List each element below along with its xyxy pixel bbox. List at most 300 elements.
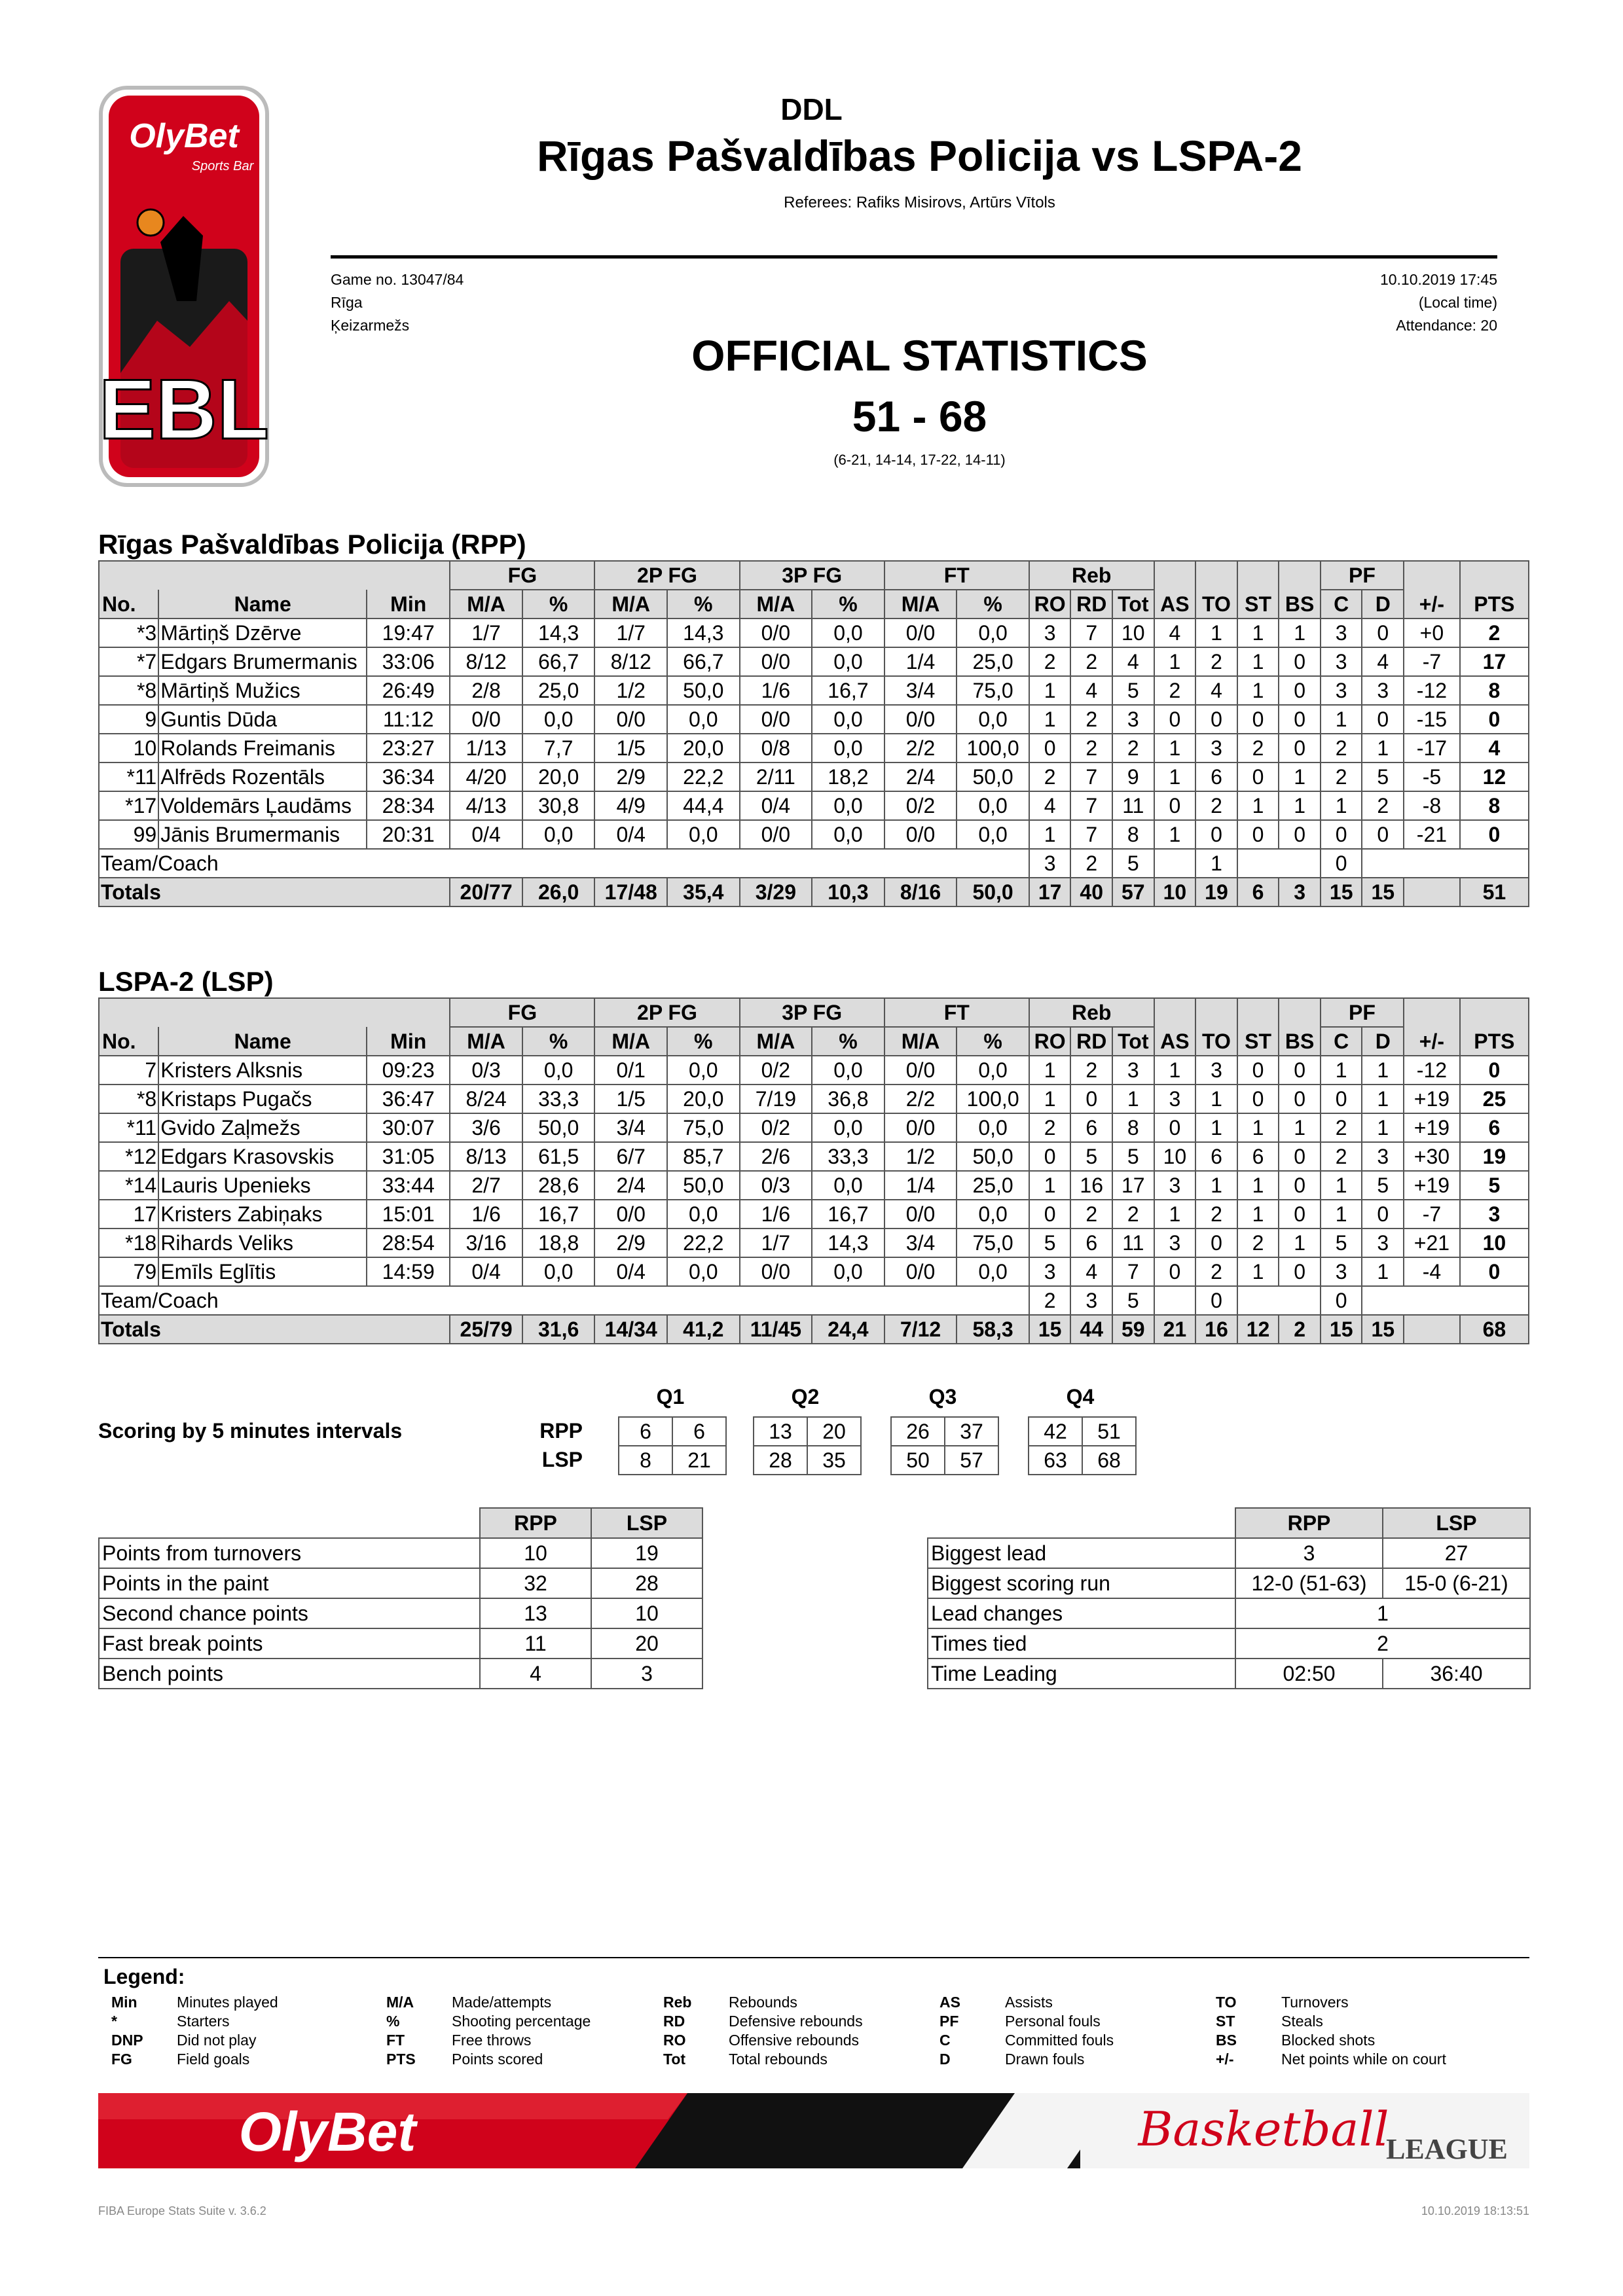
cell-2p-ma: 0/4 — [594, 820, 667, 849]
cell-min: 28:34 — [367, 791, 450, 820]
cell-ft-ma: 0/0 — [884, 705, 957, 734]
cell-min: 20:31 — [367, 820, 450, 849]
legend-desc: Free throws — [452, 2032, 532, 2049]
legend-key: AS — [939, 1994, 960, 2011]
cell-ro: 1 — [1029, 1085, 1071, 1113]
group-fg: FG — [450, 561, 594, 590]
cell-plus-minus: -21 — [1404, 820, 1460, 849]
q4-header: Q4 — [1066, 1385, 1095, 1408]
value-shared: 1 — [1235, 1598, 1530, 1628]
group-ft: FT — [884, 998, 1029, 1027]
player-row — [99, 1056, 1529, 1085]
cell-rd: 7 — [1070, 762, 1112, 791]
cell-fg-pct: 0,0 — [522, 705, 595, 734]
cell-st: 1 — [1237, 647, 1279, 676]
legend-entry — [386, 2012, 591, 2031]
team-rd: 3 — [1070, 1286, 1112, 1315]
cell-ft-pct: 75,0 — [957, 676, 1029, 705]
cell-rd: 7 — [1070, 820, 1112, 849]
cell-c: 1 — [1321, 1056, 1362, 1085]
legend-title: Legend: — [103, 1965, 185, 1988]
logo-brand: OlyBet — [129, 117, 239, 155]
cell-2p-pct: 20,0 — [667, 734, 740, 762]
cell-2p-pct: 20,0 — [667, 1085, 740, 1113]
referees: Referees: Rafiks Misirovs, Artūrs Vītols — [784, 194, 1055, 211]
row-label: Points from turnovers — [99, 1538, 480, 1568]
cell-3p-pct: 0,0 — [812, 734, 884, 762]
header-blank-bs — [1279, 561, 1321, 590]
total-pts: 68 — [1460, 1315, 1529, 1344]
interval-row-rpp — [891, 1417, 998, 1446]
cell-c: 3 — [1321, 647, 1362, 676]
cell-as: 0 — [1154, 791, 1196, 820]
final-score: 51 - 68 — [852, 392, 987, 440]
cell-fg-pct: 25,0 — [522, 676, 595, 705]
cell-d: 3 — [1362, 1142, 1404, 1171]
total-rd: 40 — [1070, 878, 1112, 906]
cell-to: 1 — [1195, 1171, 1237, 1200]
total-fg-pct: 31,6 — [522, 1315, 595, 1344]
interval-score: 57 — [945, 1446, 998, 1475]
game-time-info — [1380, 268, 1497, 337]
game-table-corner — [928, 1508, 1235, 1538]
cell-3p-ma: 0/2 — [740, 1113, 812, 1142]
total-2p-ma: 14/34 — [594, 1315, 667, 1344]
header-blank-st — [1237, 561, 1279, 590]
header-divider — [331, 255, 1497, 259]
cell-fg-ma: 0/0 — [450, 705, 522, 734]
cell-3p-ma: 0/0 — [740, 820, 812, 849]
interval-score: 35 — [807, 1446, 861, 1475]
legend-desc: Personal fouls — [1005, 2013, 1101, 2030]
cell-fg-ma: 2/8 — [450, 676, 522, 705]
team-c: 0 — [1321, 1286, 1362, 1315]
olybet-basketball-league-banner — [98, 2093, 1529, 2168]
total-ro: 15 — [1029, 1315, 1071, 1344]
cell-c: 0 — [1321, 1085, 1362, 1113]
player-row — [99, 705, 1529, 734]
interval-team-rpp: RPP — [539, 1419, 583, 1443]
col-fg-ma: M/A — [450, 1027, 522, 1056]
cell-st: 1 — [1237, 1257, 1279, 1286]
banner-brand: OlyBet — [238, 2101, 416, 2162]
cell-to: 1 — [1195, 1113, 1237, 1142]
totals-label: Totals — [99, 878, 450, 906]
legend-entry — [111, 2031, 278, 2050]
col-name: Name — [158, 590, 367, 619]
team-coach-row — [99, 849, 1529, 878]
player-row — [99, 619, 1529, 647]
cell-rd: 4 — [1070, 676, 1112, 705]
legend-entry — [939, 2012, 1114, 2031]
team-ro: 2 — [1029, 1286, 1071, 1315]
cell-plus-minus: +19 — [1404, 1171, 1460, 1200]
cell-ro: 0 — [1029, 1142, 1071, 1171]
cell-ft-ma: 0/0 — [884, 1056, 957, 1085]
cell-as: 0 — [1154, 705, 1196, 734]
header-blank — [99, 561, 450, 590]
cell-3p-ma: 0/2 — [740, 1056, 812, 1085]
col-st: ST — [1237, 590, 1279, 619]
cell-as: 1 — [1154, 647, 1196, 676]
cell-2p-ma: 0/0 — [594, 705, 667, 734]
col-rd: RD — [1070, 1027, 1112, 1056]
cell-ro: 4 — [1029, 791, 1071, 820]
cell-to: 2 — [1195, 1200, 1237, 1229]
col-ft-ma: M/A — [884, 590, 957, 619]
cell-bs: 1 — [1279, 619, 1321, 647]
legend-key: RO — [663, 2032, 686, 2049]
cell-2p-pct: 14,3 — [667, 619, 740, 647]
legend-column — [111, 1993, 278, 2069]
cell-2p-ma: 1/5 — [594, 734, 667, 762]
game-flow-table — [927, 1507, 1531, 1689]
team-coach-label: Team/Coach — [99, 1286, 367, 1315]
cell-3p-pct: 0,0 — [812, 705, 884, 734]
cell-fg-pct: 33,3 — [522, 1085, 595, 1113]
blank-rest — [1362, 1286, 1529, 1315]
cell-pts: 2 — [1460, 619, 1529, 647]
team-coach-label: Team/Coach — [99, 849, 367, 878]
cell-name: Jānis Brumermanis — [158, 820, 367, 849]
cell-no: 17 — [99, 1200, 158, 1229]
interval-score: 50 — [891, 1446, 945, 1475]
cell-fg-ma: 4/20 — [450, 762, 522, 791]
banner-script: Basketball — [1138, 2102, 1389, 2157]
legend-entry — [663, 2050, 863, 2069]
group-header-row — [99, 998, 1529, 1027]
cell-no: *3 — [99, 619, 158, 647]
biggest-lead-row — [928, 1538, 1530, 1568]
cell-fg-pct: 0,0 — [522, 1056, 595, 1085]
cell-ro: 1 — [1029, 705, 1071, 734]
cell-bs: 1 — [1279, 1113, 1321, 1142]
header-blank-st — [1237, 998, 1279, 1027]
cell-c: 2 — [1321, 1142, 1362, 1171]
legend-key: FG — [111, 2051, 132, 2068]
cell-2p-pct: 44,4 — [667, 791, 740, 820]
player-row — [99, 1257, 1529, 1286]
cell-d: 3 — [1362, 1229, 1404, 1257]
interval-box-q3 — [890, 1416, 999, 1475]
interval-box-q1 — [618, 1416, 727, 1475]
legend-key: PTS — [386, 2051, 416, 2068]
biggest-run-row — [928, 1568, 1530, 1598]
legend-entry — [386, 2050, 591, 2069]
logo-league: EBL — [99, 361, 269, 457]
cell-2p-pct: 0,0 — [667, 1056, 740, 1085]
col-ft-pct: % — [957, 590, 1029, 619]
legend-entry — [1216, 2031, 1446, 2050]
cell-name: Alfrēds Rozentāls — [158, 762, 367, 791]
cell-st: 1 — [1237, 619, 1279, 647]
col-c: C — [1321, 1027, 1362, 1056]
cell-ft-pct: 0,0 — [957, 619, 1029, 647]
legend-key: FT — [386, 2032, 405, 2049]
lead-changes-row — [928, 1598, 1530, 1628]
cell-rd: 16 — [1070, 1171, 1112, 1200]
cell-name: Mārtiņš Mužics — [158, 676, 367, 705]
match-title: Rīgas Pašvaldības Policija vs LSPA-2 — [537, 132, 1302, 180]
interval-score: 28 — [754, 1446, 807, 1475]
cell-to: 6 — [1195, 762, 1237, 791]
cell-no: *7 — [99, 647, 158, 676]
legend-key: D — [939, 2051, 951, 2068]
cell-3p-pct: 0,0 — [812, 1171, 884, 1200]
cell-3p-ma: 2/11 — [740, 762, 812, 791]
intervals-label: Scoring by 5 minutes intervals — [98, 1419, 403, 1443]
cell-2p-ma: 1/7 — [594, 619, 667, 647]
header-blank-pm — [1404, 998, 1460, 1027]
header-blank — [99, 998, 450, 1027]
value-shared: 2 — [1235, 1628, 1530, 1659]
player-row — [99, 1229, 1529, 1257]
cell-ft-pct: 0,0 — [957, 1113, 1029, 1142]
legend-column — [939, 1993, 1114, 2069]
row-label: Biggest scoring run — [928, 1568, 1235, 1598]
col-bs: BS — [1279, 1027, 1321, 1056]
points-row — [99, 1538, 702, 1568]
league-name: DDL — [780, 92, 843, 126]
cell-no: *18 — [99, 1229, 158, 1257]
col-fg-pct: % — [522, 1027, 595, 1056]
cell-3p-ma: 0/3 — [740, 1171, 812, 1200]
col-rd: RD — [1070, 590, 1112, 619]
cell-2p-ma: 2/9 — [594, 1229, 667, 1257]
player-row — [99, 1085, 1529, 1113]
cell-plus-minus: -12 — [1404, 1056, 1460, 1085]
total-ft-ma: 8/16 — [884, 878, 957, 906]
footer-timestamp: 10.10.2019 18:13:51 — [1421, 2204, 1529, 2217]
col-bs: BS — [1279, 590, 1321, 619]
cell-ft-pct: 0,0 — [957, 791, 1029, 820]
cell-2p-ma: 0/4 — [594, 1257, 667, 1286]
total-fg-pct: 26,0 — [522, 878, 595, 906]
cell-d: 1 — [1362, 1113, 1404, 1142]
interval-score: 8 — [619, 1446, 672, 1475]
interval-row-rpp — [619, 1417, 726, 1446]
cell-pts: 0 — [1460, 1257, 1529, 1286]
cell-plus-minus: -15 — [1404, 705, 1460, 734]
total-2p-pct: 35,4 — [667, 878, 740, 906]
cell-ft-pct: 75,0 — [957, 1229, 1029, 1257]
row-label: Second chance points — [99, 1598, 480, 1628]
cell-tot: 5 — [1112, 1142, 1154, 1171]
cell-ro: 1 — [1029, 1056, 1071, 1085]
col-no: No. — [99, 590, 158, 619]
cell-tot: 10 — [1112, 619, 1154, 647]
cell-3p-pct: 0,0 — [812, 1257, 884, 1286]
cell-2p-ma: 8/12 — [594, 647, 667, 676]
points-table — [98, 1507, 703, 1689]
total-3p-pct: 24,4 — [812, 1315, 884, 1344]
cell-tot: 17 — [1112, 1171, 1154, 1200]
cell-min: 31:05 — [367, 1142, 450, 1171]
cell-as: 4 — [1154, 619, 1196, 647]
cell-as: 10 — [1154, 1142, 1196, 1171]
cell-d: 0 — [1362, 1200, 1404, 1229]
legend-entry — [111, 2050, 278, 2069]
total-ro: 17 — [1029, 878, 1071, 906]
blank-st-bs — [1237, 849, 1321, 878]
cell-c: 2 — [1321, 762, 1362, 791]
total-ft-pct: 50,0 — [957, 878, 1029, 906]
cell-as: 3 — [1154, 1085, 1196, 1113]
cell-d: 4 — [1362, 647, 1404, 676]
value-lsp: 15-0 (6-21) — [1383, 1568, 1530, 1598]
cell-to: 1 — [1195, 619, 1237, 647]
cell-as: 1 — [1154, 762, 1196, 791]
interval-score: 6 — [619, 1417, 672, 1446]
col-pts: PTS — [1460, 590, 1529, 619]
cell-min: 33:06 — [367, 647, 450, 676]
q2-header: Q2 — [791, 1385, 820, 1408]
cell-ft-pct: 100,0 — [957, 734, 1029, 762]
cell-ft-pct: 50,0 — [957, 1142, 1029, 1171]
legend-desc: Steals — [1281, 2013, 1323, 2030]
cell-ft-ma: 1/2 — [884, 1142, 957, 1171]
value-rpp: 32 — [480, 1568, 591, 1598]
cell-plus-minus: +19 — [1404, 1085, 1460, 1113]
total-pts: 51 — [1460, 878, 1529, 906]
cell-ft-pct: 25,0 — [957, 647, 1029, 676]
legend-desc: Field goals — [177, 2051, 250, 2068]
value-rpp: 02:50 — [1235, 1659, 1383, 1689]
cell-plus-minus: +19 — [1404, 1113, 1460, 1142]
cell-plus-minus: -12 — [1404, 676, 1460, 705]
cell-bs: 0 — [1279, 1142, 1321, 1171]
value-rpp: 4 — [480, 1659, 591, 1689]
cell-min: 26:49 — [367, 676, 450, 705]
total-bs: 2 — [1279, 1315, 1321, 1344]
banner-league: LEAGUE — [1386, 2133, 1508, 2165]
cell-to: 1 — [1195, 1085, 1237, 1113]
legend-key: Min — [111, 1994, 137, 2011]
total-fg-ma: 25/79 — [450, 1315, 522, 1344]
cell-pts: 5 — [1460, 1171, 1529, 1200]
cell-3p-pct: 33,3 — [812, 1142, 884, 1171]
cell-tot: 3 — [1112, 705, 1154, 734]
team-to: 0 — [1195, 1286, 1237, 1315]
times-tied-row — [928, 1628, 1530, 1659]
cell-2p-ma: 0/1 — [594, 1056, 667, 1085]
player-row — [99, 820, 1529, 849]
cell-name: Lauris Upenieks — [158, 1171, 367, 1200]
cell-ro: 0 — [1029, 734, 1071, 762]
cell-no: 99 — [99, 820, 158, 849]
legend-desc: Net points while on court — [1281, 2051, 1446, 2068]
cell-2p-pct: 50,0 — [667, 1171, 740, 1200]
team-coach-row — [99, 1286, 1529, 1315]
legend-entry — [663, 1993, 863, 2012]
cell-tot: 5 — [1112, 676, 1154, 705]
cell-fg-pct: 18,8 — [522, 1229, 595, 1257]
cell-no: 10 — [99, 734, 158, 762]
col-as: AS — [1154, 1027, 1196, 1056]
cell-ro: 2 — [1029, 762, 1071, 791]
cell-pts: 19 — [1460, 1142, 1529, 1171]
cell-as: 1 — [1154, 820, 1196, 849]
team-title-lsp: LSPA-2 (LSP) — [98, 966, 274, 997]
col-tot: Tot — [1112, 590, 1154, 619]
cell-no: 7 — [99, 1056, 158, 1085]
col-plus-minus: +/- — [1404, 1027, 1460, 1056]
interval-row-rpp — [754, 1417, 861, 1446]
cell-to: 0 — [1195, 1229, 1237, 1257]
total-3p-pct: 10,3 — [812, 878, 884, 906]
game-venue: Ķeizarmežs — [331, 317, 410, 334]
blank-st-bs — [1237, 1286, 1321, 1315]
player-row — [99, 676, 1529, 705]
q1-header: Q1 — [656, 1385, 685, 1408]
cell-c: 3 — [1321, 619, 1362, 647]
group-2p-fg: 2P FG — [594, 998, 739, 1027]
legend-desc: Assists — [1005, 1994, 1053, 2011]
points-header-lsp: LSP — [591, 1508, 702, 1538]
cell-st: 1 — [1237, 1113, 1279, 1142]
cell-3p-ma: 2/6 — [740, 1142, 812, 1171]
team-ro: 3 — [1029, 849, 1071, 878]
cell-min: 23:27 — [367, 734, 450, 762]
cell-fg-pct: 30,8 — [522, 791, 595, 820]
cell-ft-ma: 3/4 — [884, 676, 957, 705]
cell-name: Rolands Freimanis — [158, 734, 367, 762]
game-datetime: 10.10.2019 17:45 — [1379, 271, 1497, 288]
cell-fg-ma: 8/12 — [450, 647, 522, 676]
header-blank-pm — [1404, 561, 1460, 590]
cell-3p-pct: 16,7 — [812, 676, 884, 705]
value-rpp: 13 — [480, 1598, 591, 1628]
cell-ft-pct: 0,0 — [957, 1056, 1029, 1085]
cell-no: *8 — [99, 676, 158, 705]
points-row — [99, 1568, 702, 1598]
cell-tot: 11 — [1112, 1229, 1154, 1257]
cell-bs: 0 — [1279, 1056, 1321, 1085]
cell-st: 1 — [1237, 1171, 1279, 1200]
legend-desc: Offensive rebounds — [729, 2032, 860, 2049]
interval-score: 13 — [754, 1417, 807, 1446]
total-as: 10 — [1154, 878, 1196, 906]
cell-to: 0 — [1195, 705, 1237, 734]
cell-2p-ma: 1/5 — [594, 1085, 667, 1113]
legend-key: TO — [1216, 1994, 1237, 2011]
interval-box-q2 — [753, 1416, 862, 1475]
cell-to: 3 — [1195, 734, 1237, 762]
col-tot: Tot — [1112, 1027, 1154, 1056]
cell-bs: 0 — [1279, 676, 1321, 705]
cell-tot: 11 — [1112, 791, 1154, 820]
cell-rd: 6 — [1070, 1113, 1112, 1142]
cell-name: Gvido Zaļmežs — [158, 1113, 367, 1142]
cell-fg-ma: 4/13 — [450, 791, 522, 820]
cell-pts: 0 — [1460, 705, 1529, 734]
group-pf: PF — [1321, 561, 1404, 590]
cell-ft-ma: 0/0 — [884, 1257, 957, 1286]
cell-3p-pct: 18,2 — [812, 762, 884, 791]
legend-entry — [939, 2031, 1114, 2050]
cell-st: 1 — [1237, 791, 1279, 820]
cell-3p-ma: 1/6 — [740, 1200, 812, 1229]
totals-label: Totals — [99, 1315, 450, 1344]
col-ro: RO — [1029, 590, 1071, 619]
value-lsp: 36:40 — [1383, 1659, 1530, 1689]
cell-rd: 2 — [1070, 1200, 1112, 1229]
cell-st: 0 — [1237, 762, 1279, 791]
legend-key: PF — [939, 2013, 959, 2030]
cell-d: 0 — [1362, 619, 1404, 647]
cell-as: 1 — [1154, 1200, 1196, 1229]
cell-bs: 1 — [1279, 1229, 1321, 1257]
